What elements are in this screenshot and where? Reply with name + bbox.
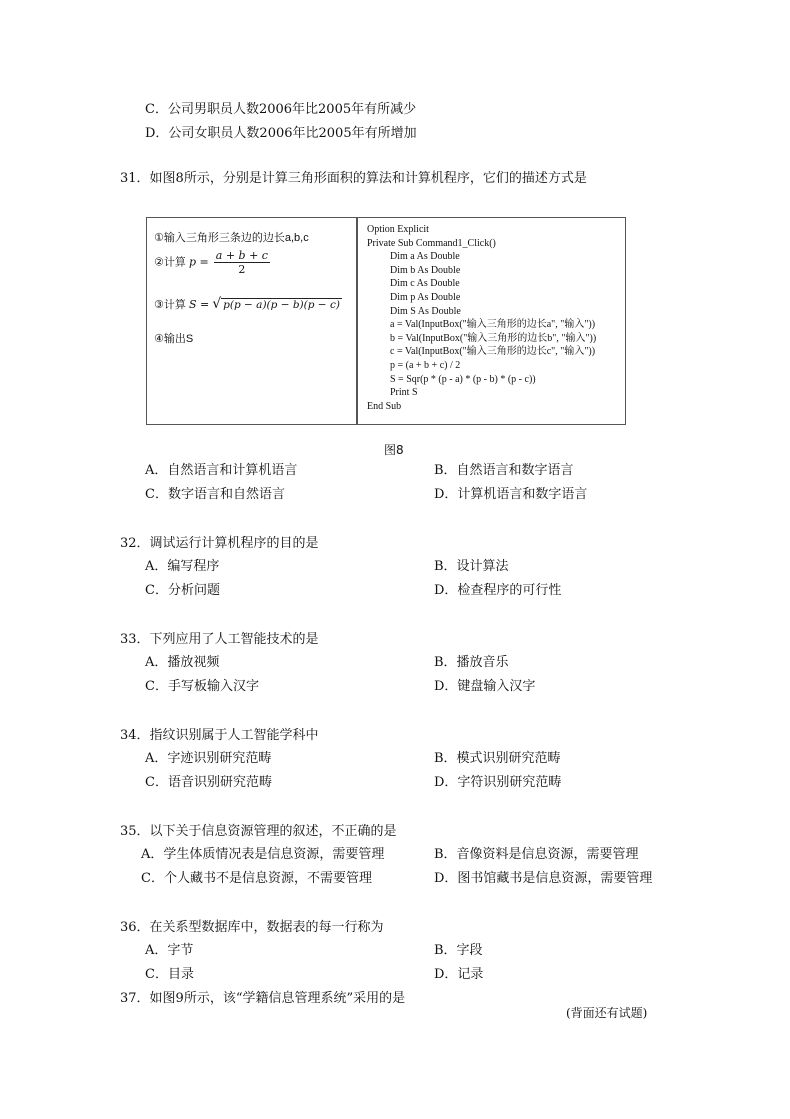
q30-option-c: C．公司男职员人数2006年比2005年有所减少 bbox=[145, 102, 417, 117]
code-line-6: Dim p As Double bbox=[390, 291, 461, 303]
q35-stem: 35．以下关于信息资源管理的叙述，不正确的是 bbox=[120, 824, 397, 839]
code-line-14: End Sub bbox=[367, 400, 402, 412]
algo-step-3-radicand: p(p − a)(p − b)(p − c) bbox=[223, 299, 340, 311]
q31-option-a: A．自然语言和计算机语言 bbox=[145, 463, 298, 478]
q35-option-d: D．图书馆藏书是信息资源，需要管理 bbox=[434, 871, 653, 886]
code-line-3: Dim a As Double bbox=[390, 251, 460, 263]
code-line-1: Option Explicit bbox=[367, 224, 429, 235]
q33-option-c: C．手写板输入汉字 bbox=[145, 679, 259, 694]
code-line-4: Dim b As Double bbox=[390, 264, 461, 276]
figure-8 bbox=[146, 217, 626, 425]
sqrt-icon: √ bbox=[212, 296, 222, 312]
q36-option-a: A．字节 bbox=[145, 943, 194, 958]
q35-option-b: B．音像资料是信息资源，需要管理 bbox=[434, 847, 639, 862]
q34-option-d: D．字符识别研究范畴 bbox=[434, 775, 562, 790]
code-line-9: b = Val(InputBox("输入三角形的边长b", "输入")) bbox=[390, 332, 597, 344]
q34-option-b: B．模式识别研究范畴 bbox=[434, 751, 561, 766]
algorithm-panel bbox=[147, 218, 357, 424]
q33-option-b: B．播放音乐 bbox=[434, 655, 509, 670]
q32-stem: 32．调试运行计算机程序的目的是 bbox=[120, 536, 319, 551]
q35-option-c: C．个人藏书不是信息资源，不需要管理 bbox=[141, 871, 372, 886]
algo-step-1: ①输入三角形三条边的边长a,b,c bbox=[154, 232, 309, 244]
q31-stem: 31．如图8所示，分别是计算三角形面积的算法和计算机程序，它们的描述方式是 bbox=[120, 171, 587, 186]
q32-option-c: C．分析问题 bbox=[145, 583, 220, 598]
q31-option-c: C．数字语言和自然语言 bbox=[145, 487, 285, 502]
algo-step-2-fraction bbox=[214, 249, 270, 276]
algo-step-2 bbox=[154, 249, 270, 276]
q36-option-c: C．目录 bbox=[145, 967, 194, 982]
q32-option-a: A．编写程序 bbox=[145, 559, 220, 574]
q32-option-b: B．设计算法 bbox=[434, 559, 509, 574]
program-panel bbox=[357, 218, 625, 424]
code-line-12: S = Sqr(p * (p - a) * (p - b) * (p - c)) bbox=[390, 373, 536, 385]
q34-option-a: A．字迹识别研究范畴 bbox=[145, 751, 272, 766]
algo-step-3-prefix: ③计算 bbox=[154, 299, 186, 311]
code-line-13: Print S bbox=[390, 387, 418, 399]
q34-stem: 34．指纹识别属于人工智能学科中 bbox=[120, 728, 319, 743]
fraction-denominator: 2 bbox=[238, 263, 246, 276]
code-line-8: a = Val(InputBox("输入三角形的边长a", "输入")) bbox=[390, 319, 596, 331]
code-line-11: p = (a + b + c) / 2 bbox=[390, 359, 461, 371]
algo-step-4: ④输出S bbox=[154, 333, 194, 345]
code-line-2: Private Sub Command1_Click() bbox=[367, 237, 496, 249]
algo-step-3-lhs: S = bbox=[188, 298, 210, 311]
q36-option-b: B．字段 bbox=[434, 943, 483, 958]
q36-stem: 36．在关系型数据库中，数据表的每一行称为 bbox=[120, 920, 384, 935]
page-footer-note: (背面还有试题) bbox=[566, 1006, 648, 1020]
q35-option-a: A．学生体质情况表是信息资源，需要管理 bbox=[141, 847, 385, 862]
q32-option-d: D．检查程序的可行性 bbox=[434, 583, 562, 598]
algo-step-2-prefix: ②计算 bbox=[154, 256, 186, 269]
algo-step-2-lhs: p = bbox=[188, 255, 209, 269]
q33-option-a: A．播放视频 bbox=[145, 655, 220, 670]
q37-stem: 37．如图9所示，该“学籍信息管理系统”采用的是 bbox=[120, 991, 406, 1006]
code-line-7: Dim S As Double bbox=[390, 305, 461, 317]
q34-option-c: C．语音识别研究范畴 bbox=[145, 775, 272, 790]
q33-stem: 33．下列应用了人工智能技术的是 bbox=[120, 632, 319, 647]
figure-caption: 图8 bbox=[384, 443, 404, 457]
code-line-5: Dim c As Double bbox=[390, 278, 460, 290]
q31-option-b: B．自然语言和数字语言 bbox=[434, 463, 574, 478]
code-line-10: c = Val(InputBox("输入三角形的边长c", "输入")) bbox=[390, 346, 596, 358]
q30-option-d: D．公司女职员人数2006年比2005年有所增加 bbox=[145, 126, 417, 141]
q31-option-d: D．计算机语言和数字语言 bbox=[434, 487, 588, 502]
algo-step-3 bbox=[154, 296, 342, 312]
q33-option-d: D．键盘输入汉字 bbox=[434, 679, 536, 694]
q36-option-d: D．记录 bbox=[434, 967, 484, 982]
fraction-numerator: a + b + c bbox=[215, 249, 268, 262]
